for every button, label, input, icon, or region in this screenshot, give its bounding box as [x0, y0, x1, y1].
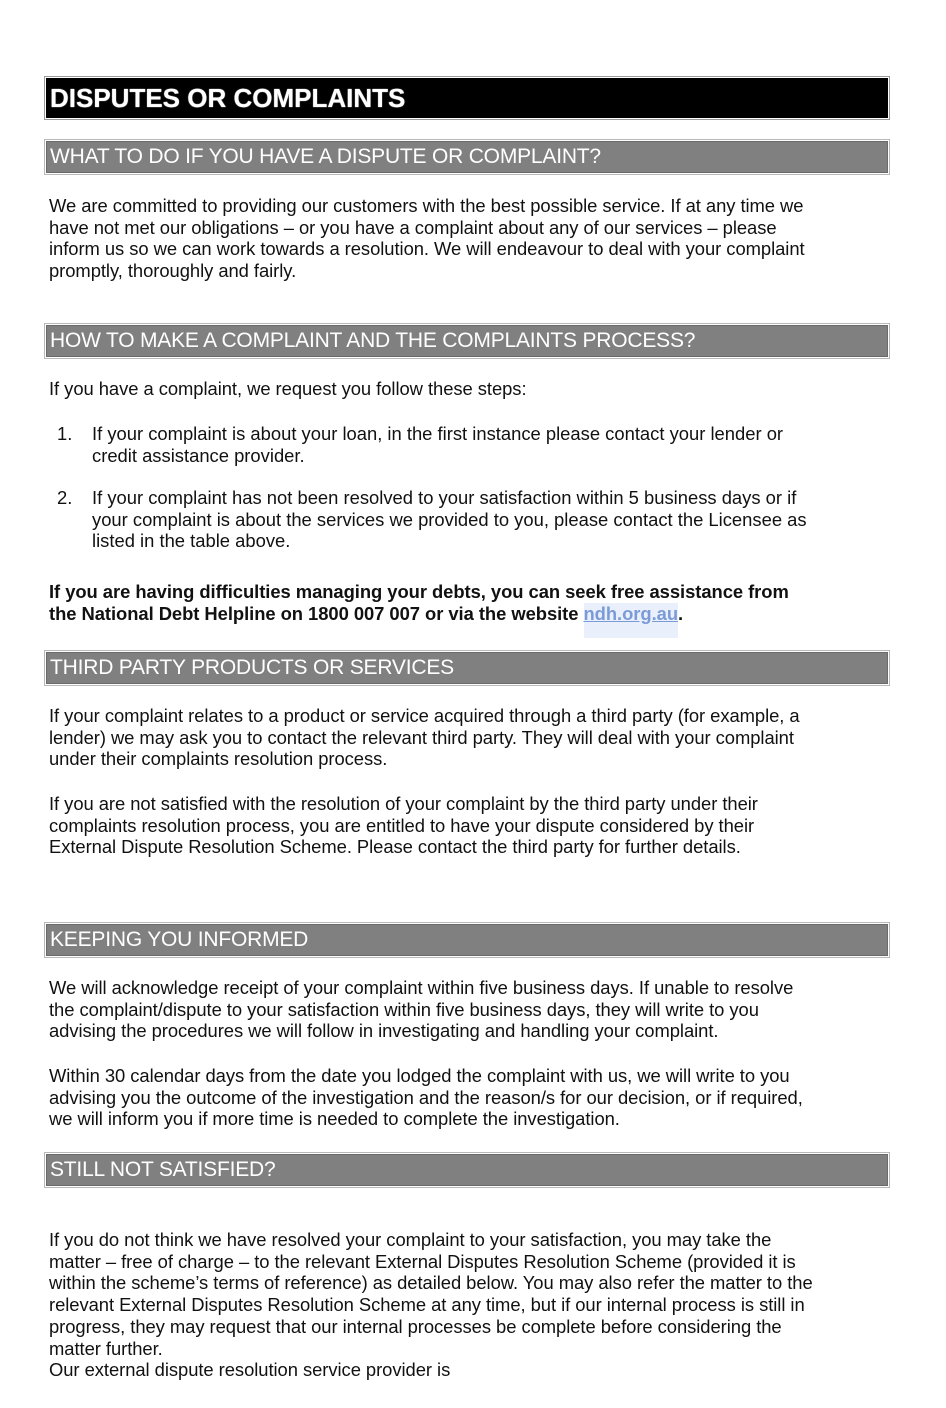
section-heading-how-to-complain: HOW TO MAKE A COMPLAINT AND THE COMPLAINTS PROCESS? — [46, 325, 888, 357]
section-heading-still-not-satisfied: STILL NOT SATISFIED? — [46, 1154, 888, 1186]
text-line: If your complaint is about your loan, in the first instance please contact your lender or — [92, 423, 784, 444]
step-number: 2. — [57, 487, 73, 508]
text-line: within the scheme’s terms of reference) as detailed below. You may also refer the matter to the — [49, 1272, 813, 1294]
third-party-paragraph-2 — [49, 793, 899, 858]
text-line: under their complaints resolution process. — [49, 748, 388, 770]
text-line: We will acknowledge receipt of your complaint within five business days. If unable to resolve — [49, 977, 794, 998]
text-line: External Dispute Resolution Scheme. Please contact the third party for further details. — [49, 836, 741, 858]
debt-helpline-notice — [49, 581, 899, 624]
text-line: complaints resolution process, you are entitled to have your dispute considered by their — [49, 814, 755, 836]
keeping-informed-paragraph-1 — [49, 977, 899, 1042]
still-not-satisfied-paragraph — [49, 1229, 899, 1381]
page-title: DISPUTES OR COMPLAINTS — [46, 78, 888, 118]
text-line: inform us so we can work towards a resolution. We will endeavour to deal with your complaint — [49, 238, 805, 260]
text-line: If your complaint relates to a product or service acquired through a third party (for example, a — [49, 705, 800, 726]
text-line: advising you the outcome of the investigation and the reason/s for our decision, or if required, — [49, 1086, 803, 1108]
keeping-informed-paragraph-2 — [49, 1065, 899, 1130]
text-line: Our external dispute resolution service provider is — [49, 1359, 451, 1381]
text-line: the complaint/dispute to your satisfaction within five business days, they will write to you — [49, 998, 759, 1020]
text-line: have not met our obligations – or you have a complaint about any of our services – please — [49, 216, 777, 238]
helpline-text: the National Debt Helpline on 1800 007 007 or via the website — [49, 602, 584, 624]
text-line: If you do not think we have resolved your complaint to your satisfaction, you may take the — [49, 1229, 772, 1250]
section-heading-what-to-do: WHAT TO DO IF YOU HAVE A DISPUTE OR COMPLAINT? — [46, 141, 888, 173]
text-line: matter further. — [49, 1337, 163, 1359]
text-line — [49, 603, 899, 625]
text-line: relevant External Disputes Resolution Scheme at any time, but if our internal process is still in — [49, 1294, 805, 1316]
ndh-website-link[interactable]: ndh.org.au — [584, 603, 679, 638]
text-line: If your complaint has not been resolved to your satisfaction within 5 business days or if — [92, 487, 797, 508]
text-line: progress, they may request that our internal processes be complete before considering the — [49, 1315, 782, 1337]
step-number: 1. — [57, 423, 73, 444]
text-line: lender) we may ask you to contact the relevant third party. They will deal with your complaint — [49, 726, 794, 748]
third-party-paragraph-1 — [49, 705, 899, 770]
text-line: matter – free of charge – to the relevant External Disputes Resolution Scheme (provided it is — [49, 1250, 796, 1272]
section-heading-third-party: THIRD PARTY PRODUCTS OR SERVICES — [46, 652, 888, 684]
text-line: We are committed to providing our customers with the best possible service. If at any time we — [49, 195, 804, 216]
text-line: we will inform you if more time is needed to complete the investigation. — [49, 1108, 620, 1130]
text-line: credit assistance provider. — [92, 444, 305, 466]
text-line: If you are not satisfied with the resolution of your complaint by the third party under their — [49, 793, 758, 814]
step-text — [92, 423, 892, 466]
section-heading-keeping-informed: KEEPING YOU INFORMED — [46, 924, 888, 956]
step-text — [92, 487, 892, 552]
text-line: advising the procedures we will follow in investigating and handling your complaint. — [49, 1020, 719, 1042]
text-line: If you are having difficulties managing your debts, you can seek free assistance from — [49, 581, 789, 602]
text-line: Within 30 calendar days from the date you lodged the complaint with us, we will write to you — [49, 1065, 790, 1086]
what-to-do-paragraph — [49, 195, 899, 282]
text-line: your complaint is about the services we provided to you, please contact the Licensee as — [92, 508, 807, 530]
text-line: promptly, thoroughly and fairly. — [49, 260, 297, 282]
text-line: listed in the table above. — [92, 530, 291, 552]
helpline-period: . — [678, 602, 684, 624]
complaint-steps-intro: If you have a complaint, we request you follow these steps: — [49, 378, 527, 399]
